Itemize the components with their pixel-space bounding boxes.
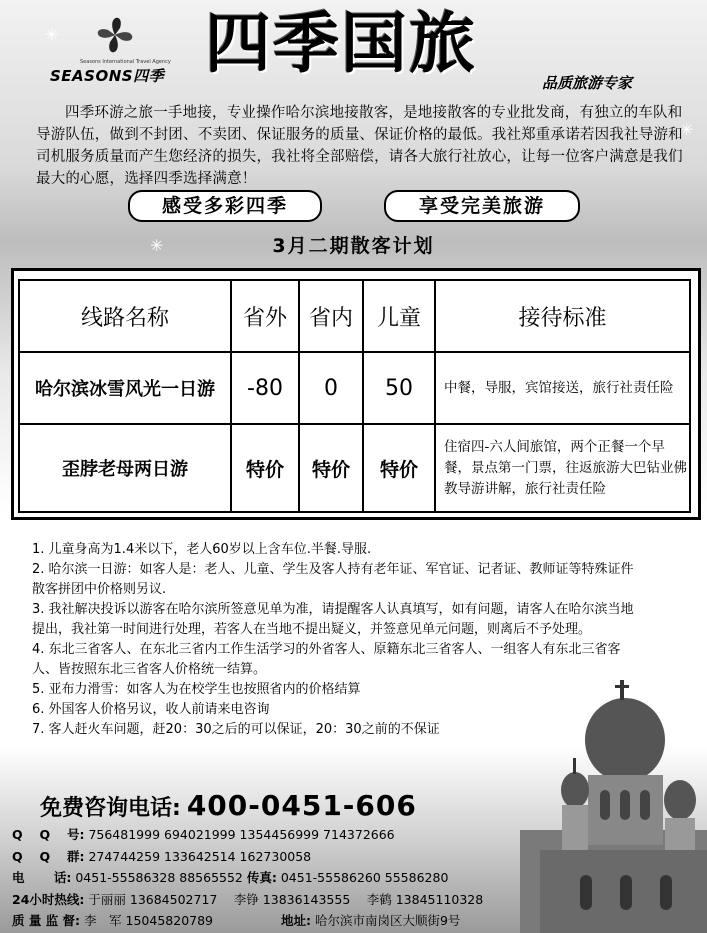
header-child: 儿童 xyxy=(363,280,435,352)
qq-label: Q Q 号: xyxy=(12,827,85,842)
snowflake-icon: ✳ xyxy=(150,236,164,255)
phone-label: 电 话: xyxy=(12,870,72,885)
price-out-province: 特价 xyxy=(231,424,299,512)
hotline xyxy=(40,789,417,822)
price-child: 特价 xyxy=(363,424,435,512)
snowflake-icon: ✳ xyxy=(45,25,59,44)
phone-row xyxy=(12,867,483,889)
service-standard: 中餐，导服，宾馆接送，旅行社责任险 xyxy=(435,352,690,424)
qq-group-label: Q Q 群: xyxy=(12,848,85,864)
brand-name: SEASONS四季 xyxy=(50,67,165,85)
qq-value: 756481999 694021999 1354456999 714372666 xyxy=(88,827,395,842)
slogan-pill-right: 享受完美旅游 xyxy=(384,190,580,222)
church-illustration xyxy=(520,680,707,933)
price-table xyxy=(18,279,691,513)
header-route: 线路名称 xyxy=(19,280,231,352)
price-in-province: 特价 xyxy=(299,424,363,512)
note-item: 3. 我社解决投诉以游客在哈尔滨所签意见单为准，请提醒客人认真填写，如有问题，请客人在哈尔滨当地提出，我社第一时间进行处理，若客人在当地不提出疑义，并签意见单元问题，则离后不予处理。 xyxy=(32,602,634,637)
supervisor-value: 李 军 15045820789 xyxy=(84,913,214,928)
qq-row xyxy=(12,824,483,846)
slogan: 品质旅游专家 xyxy=(542,74,633,92)
fax-value: 0451-55586260 55586280 xyxy=(280,870,449,885)
table-row xyxy=(19,352,690,424)
price-table-frame xyxy=(11,268,701,520)
fax-label: 传真: xyxy=(246,870,277,885)
slogan-pill-left: 感受多彩四季 xyxy=(128,190,322,222)
brand-subtitle: Seasons International Travel Agency xyxy=(80,59,171,65)
intro-paragraph: 四季环游之旅一手地接，专业操作哈尔滨地接散客，是地接散客的专业批发商，有独立的车队和导游队伍，做到不封团、不卖团、保证服务的质量、保证价格的最低。我社郑重承诺若因我社导游和司机服务质量而产生您经济的损失，我社将全部赔偿，请各大旅行社放心，让每一位客户满意是我们最大的心愿，选择四季选择满意！ xyxy=(36,105,683,187)
hotline-label: 免费咨询电话: xyxy=(40,796,181,821)
note-item: 2. 哈尔滨一日游：如客人是：老人、儿童、学生及客人持有老年证、军官证、记者证、教师证等特殊证件散客拼团中价格则另议. xyxy=(32,562,634,597)
hotline24-label: 24小时热线: xyxy=(12,891,85,907)
phone-value: 0451-55586328 88565552 xyxy=(75,870,243,885)
table-row xyxy=(19,424,690,512)
note-item: 4. 东北三省客人、在东北三省内工作生活学习的外省客人、原籍东北三省客人、一组客人有东北三省客人、皆按照东北三省客人价格统一结算。 xyxy=(32,642,621,677)
hotline24-row xyxy=(12,889,483,911)
qq-group-row xyxy=(12,846,483,868)
plan-title: 3月二期散客计划 xyxy=(272,235,435,257)
pinwheel-logo-icon xyxy=(90,10,140,60)
price-child: 50 xyxy=(363,352,435,424)
header-standard: 接待标准 xyxy=(435,280,690,352)
note-item: 7. 客人赶火车问题，赶20：30之后的可以保证，20：30之前的不保证 xyxy=(32,722,440,737)
header-in-province: 省内 xyxy=(299,280,363,352)
price-in-province: 0 xyxy=(299,352,363,424)
hotline24-value: 于丽丽 13684502717 李铮 13836143555 李鹤 13845110328 xyxy=(88,891,484,907)
hotline-number: 400-0451-606 xyxy=(186,789,417,822)
note-item: 5. 亚布力滑雪：如客人为在校学生也按照省内的价格结算 xyxy=(32,682,361,697)
note-item: 6. 外国客人价格另议，收人前请来电咨询 xyxy=(32,702,270,717)
service-standard: 住宿四-六人间旅馆，两个正餐一个早餐，景点第一门票，往返旅游大巴钻业佛教导游讲解，旅行社责任险 xyxy=(435,424,690,512)
table-header-row xyxy=(19,280,690,352)
supervisor-row xyxy=(12,910,483,932)
page-title: 四季国旅 xyxy=(205,4,477,82)
note-item: 1. 儿童身高为1.4米以下，老人60岁以上含车位.半餐.导服. xyxy=(32,542,372,557)
price-out-province: -80 xyxy=(231,352,299,424)
route-name: 歪脖老母两日游 xyxy=(19,424,231,512)
contact-info xyxy=(12,824,483,932)
snowflake-icon: ✳ xyxy=(680,120,694,139)
supervisor-label: 质 量 监 督: xyxy=(12,913,81,928)
seasons-logo xyxy=(50,10,190,85)
address-value: 哈尔滨市南岗区大顺街9号 xyxy=(314,913,461,928)
header-out-province: 省外 xyxy=(231,280,299,352)
qq-group-value: 274744259 133642514 162730058 xyxy=(88,848,312,864)
address-label: 地址: xyxy=(280,913,311,928)
route-name: 哈尔滨冰雪风光一日游 xyxy=(19,352,231,424)
